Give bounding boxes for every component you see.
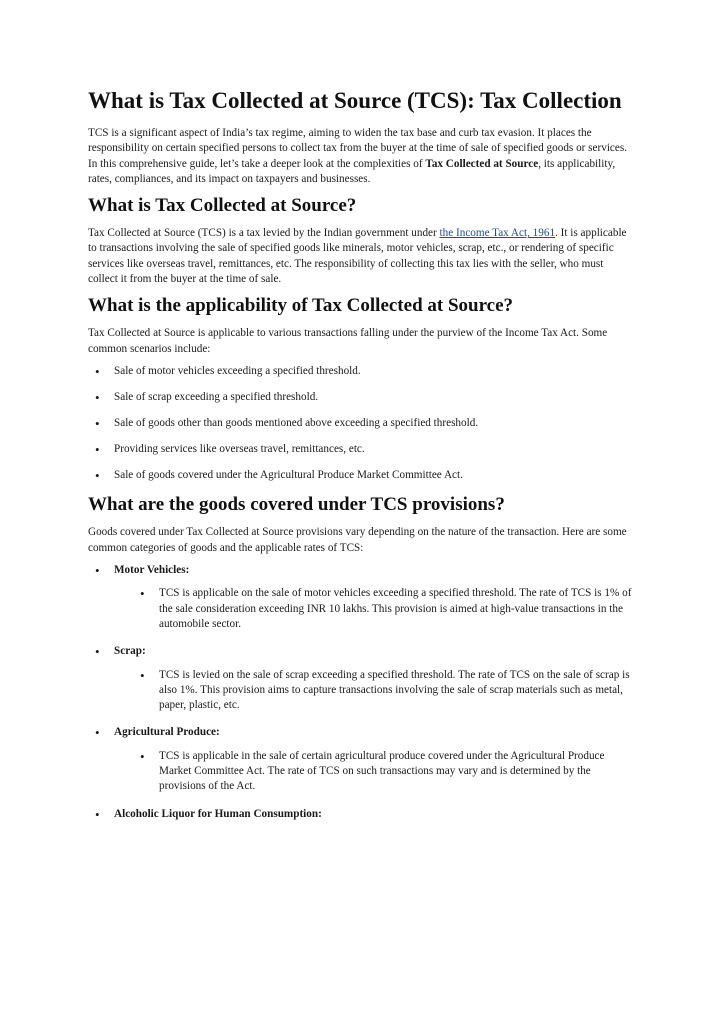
- category-title: • Agricultural Produce:: [114, 726, 220, 739]
- what-is-tcs-text-end: . It is applicable to transactions involving the sale of specified goods like minerals, motor vehicles, scrap, etc., or rendering of specific services like overseas travel, remittances, etc. The responsibility of collecting this tax lies with the seller, who must collect it from the buyer at the time of sale.: [88, 227, 627, 286]
- intro-text-end: , its applicability, rates, compliances, and its impact on taxpayers and businesses.: [88, 157, 616, 185]
- goods-category-item: [114, 644, 632, 713]
- category-title: • Alcoholic Liquor for Human Consumption:: [114, 807, 322, 820]
- section-heading-goods-covered: What are the goods covered under TCS provisions?: [88, 494, 505, 516]
- income-tax-act-link[interactable]: the Income Tax Act, 1961: [439, 227, 556, 240]
- list-item: • Sale of scrap exceeding a specified threshold.: [114, 390, 632, 405]
- goods-category-item: [114, 725, 632, 794]
- goods-category-item: [114, 563, 632, 632]
- list-item: • Sale of goods other than goods mentioned above exceeding a specified threshold.: [114, 416, 632, 431]
- intro-bold-term: Tax Collected at Source: [425, 157, 539, 170]
- section-heading-what-is-tcs: What is Tax Collected at Source?: [88, 195, 357, 217]
- category-detail: • TCS is levied on the sale of scrap exceeding a specified threshold. The rate of TCS on the sale of scrap is also 1%. This provision aims to capture transactions involving the sale of scrap materials such as metal, paper, plastic, etc.: [159, 668, 632, 714]
- category-title: • Motor Vehicles:: [114, 564, 190, 577]
- list-item: • Sale of goods covered under the Agricultural Produce Market Committee Act.: [114, 468, 632, 483]
- goods-covered-paragraph: Goods covered under Tax Collected at Source provisions vary depending on the nature of the transaction. Here are some common categories of goods and the applicable rates of TCS:: [88, 526, 627, 554]
- applicability-paragraph: Tax Collected at Source is applicable to various transactions falling under the purview of the Income Tax Act. Some common scenarios include:: [88, 327, 608, 355]
- category-title: • Scrap:: [114, 645, 146, 658]
- category-detail: • TCS is applicable in the sale of certain agricultural produce covered under the Agricultural Produce Market Committee Act. The rate of TCS on such transactions may vary and is determined by the provisions of the Act.: [159, 749, 632, 795]
- page-title: What is Tax Collected at Source (TCS): Tax Collection: [88, 88, 622, 113]
- goods-category-item: [114, 807, 632, 822]
- category-detail-list: [114, 586, 632, 632]
- intro-paragraph: [88, 126, 632, 187]
- goods-category-list: [88, 563, 632, 822]
- what-is-tcs-text-start: Tax Collected at Source (TCS) is a tax levied by the Indian government under: [88, 227, 440, 240]
- category-detail: • TCS is applicable on the sale of motor vehicles exceeding a specified threshold. The rate of TCS is 1% of the sale consideration exceeding INR 10 lakhs. This provision is aimed at high-value transactions in the automobile sector.: [159, 586, 632, 632]
- what-is-tcs-paragraph: [88, 226, 632, 287]
- list-item: • Providing services like overseas travel, remittances, etc.: [114, 442, 632, 457]
- category-detail-list: [114, 668, 632, 714]
- intro-text-start: TCS is a significant aspect of India’s tax regime, aiming to widen the tax base and curb tax evasion. It places the responsibility on certain specified persons to collect tax from the buyer at the time of sale of specified goods or services. In this comprehensive guide, let’s take a deeper look at the complexities of: [88, 127, 628, 170]
- section-heading-applicability: What is the applicability of Tax Collected at Source?: [88, 295, 514, 317]
- applicability-list: [88, 364, 632, 483]
- list-item: • Sale of motor vehicles exceeding a specified threshold.: [114, 364, 632, 379]
- category-detail-list: [114, 749, 632, 795]
